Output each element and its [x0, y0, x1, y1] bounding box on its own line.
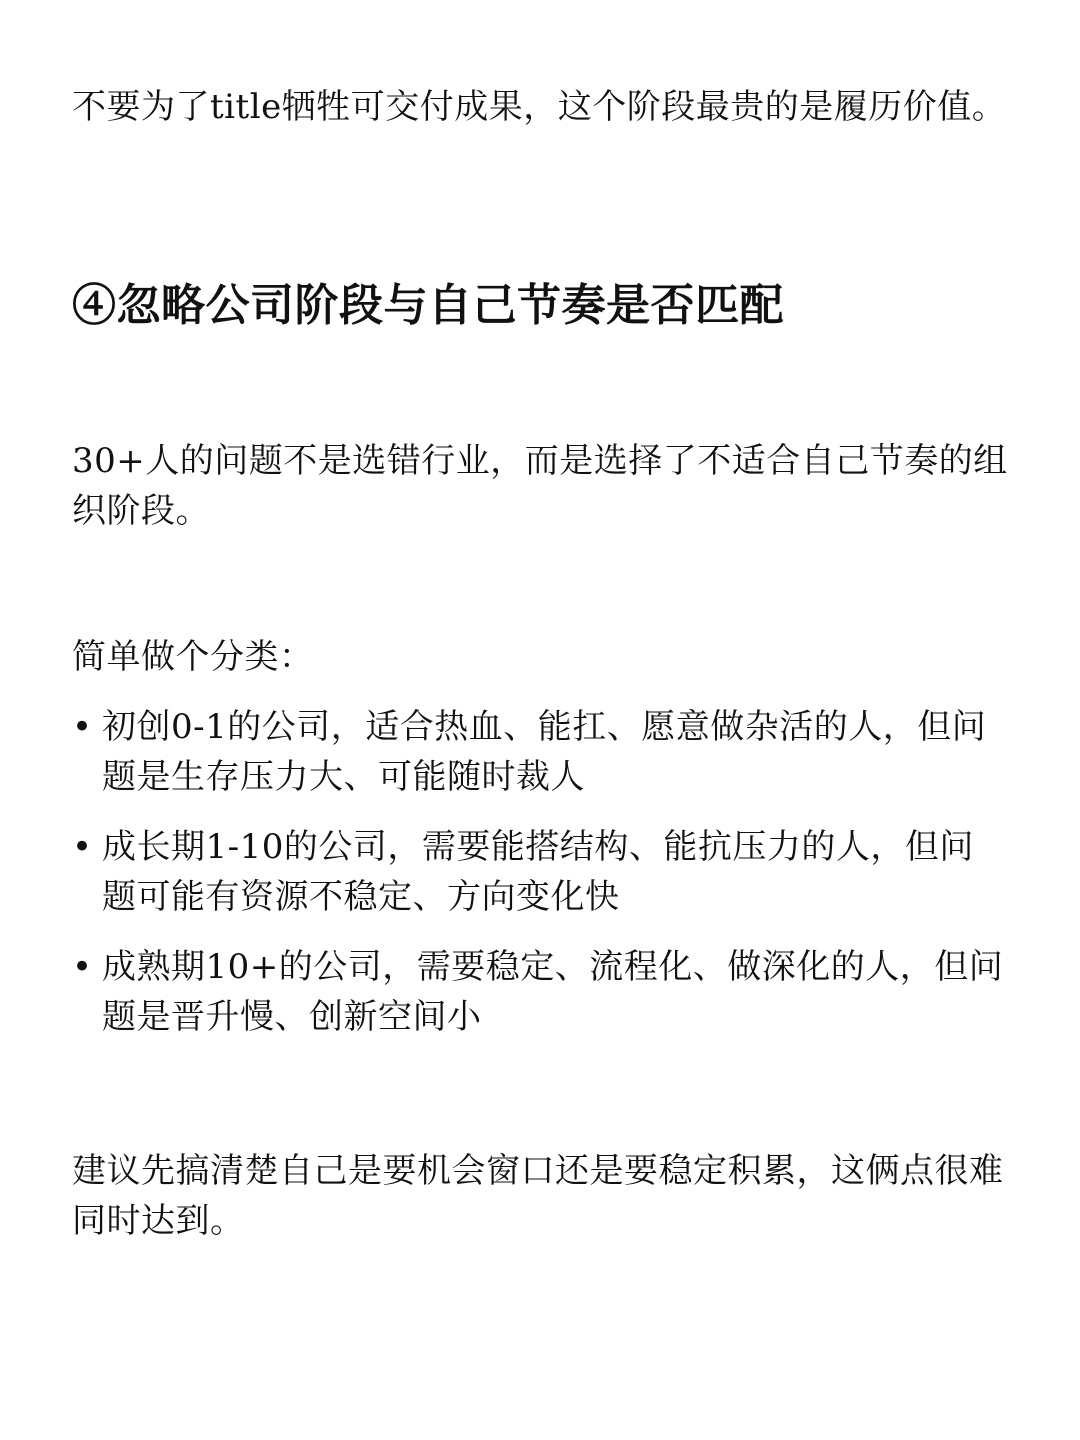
company-stage-list: [72, 702, 1008, 1062]
list-item-text: 成长期1-10的公司，需要能搭结构、能抗压力的人，但问题可能有资源不稳定、方向变化快: [102, 827, 974, 917]
paragraph-classification-intro: 简单做个分类：: [72, 637, 314, 677]
paragraph-org-stage: 30+人的问题不是选错行业，而是选择了不适合自己节奏的组织阶段。: [72, 441, 1008, 531]
paragraph-resume-value: 不要为了title牺牲可交付成果，这个阶段最贵的是履历价值。: [72, 87, 1007, 127]
bullet-icon: •: [72, 707, 93, 747]
bullet-icon: •: [72, 947, 93, 987]
list-item: [72, 822, 1008, 922]
list-item: [72, 702, 1008, 802]
list-item-text: 成熟期10+的公司，需要稳定、流程化、做深化的人，但问题是晋升慢、创新空间小: [102, 947, 1004, 1037]
list-item: [72, 942, 1008, 1042]
paragraph-advice: 建议先搞清楚自己是要机会窗口还是要稳定积累，这俩点很难同时达到。: [72, 1151, 1004, 1241]
section-heading: ④忽略公司阶段与自己节奏是否匹配: [72, 280, 784, 331]
list-item-text: 初创0-1的公司，适合热血、能扛、愿意做杂活的人，但问题是生存压力大、可能随时裁人: [102, 707, 987, 797]
bullet-icon: •: [72, 827, 93, 867]
